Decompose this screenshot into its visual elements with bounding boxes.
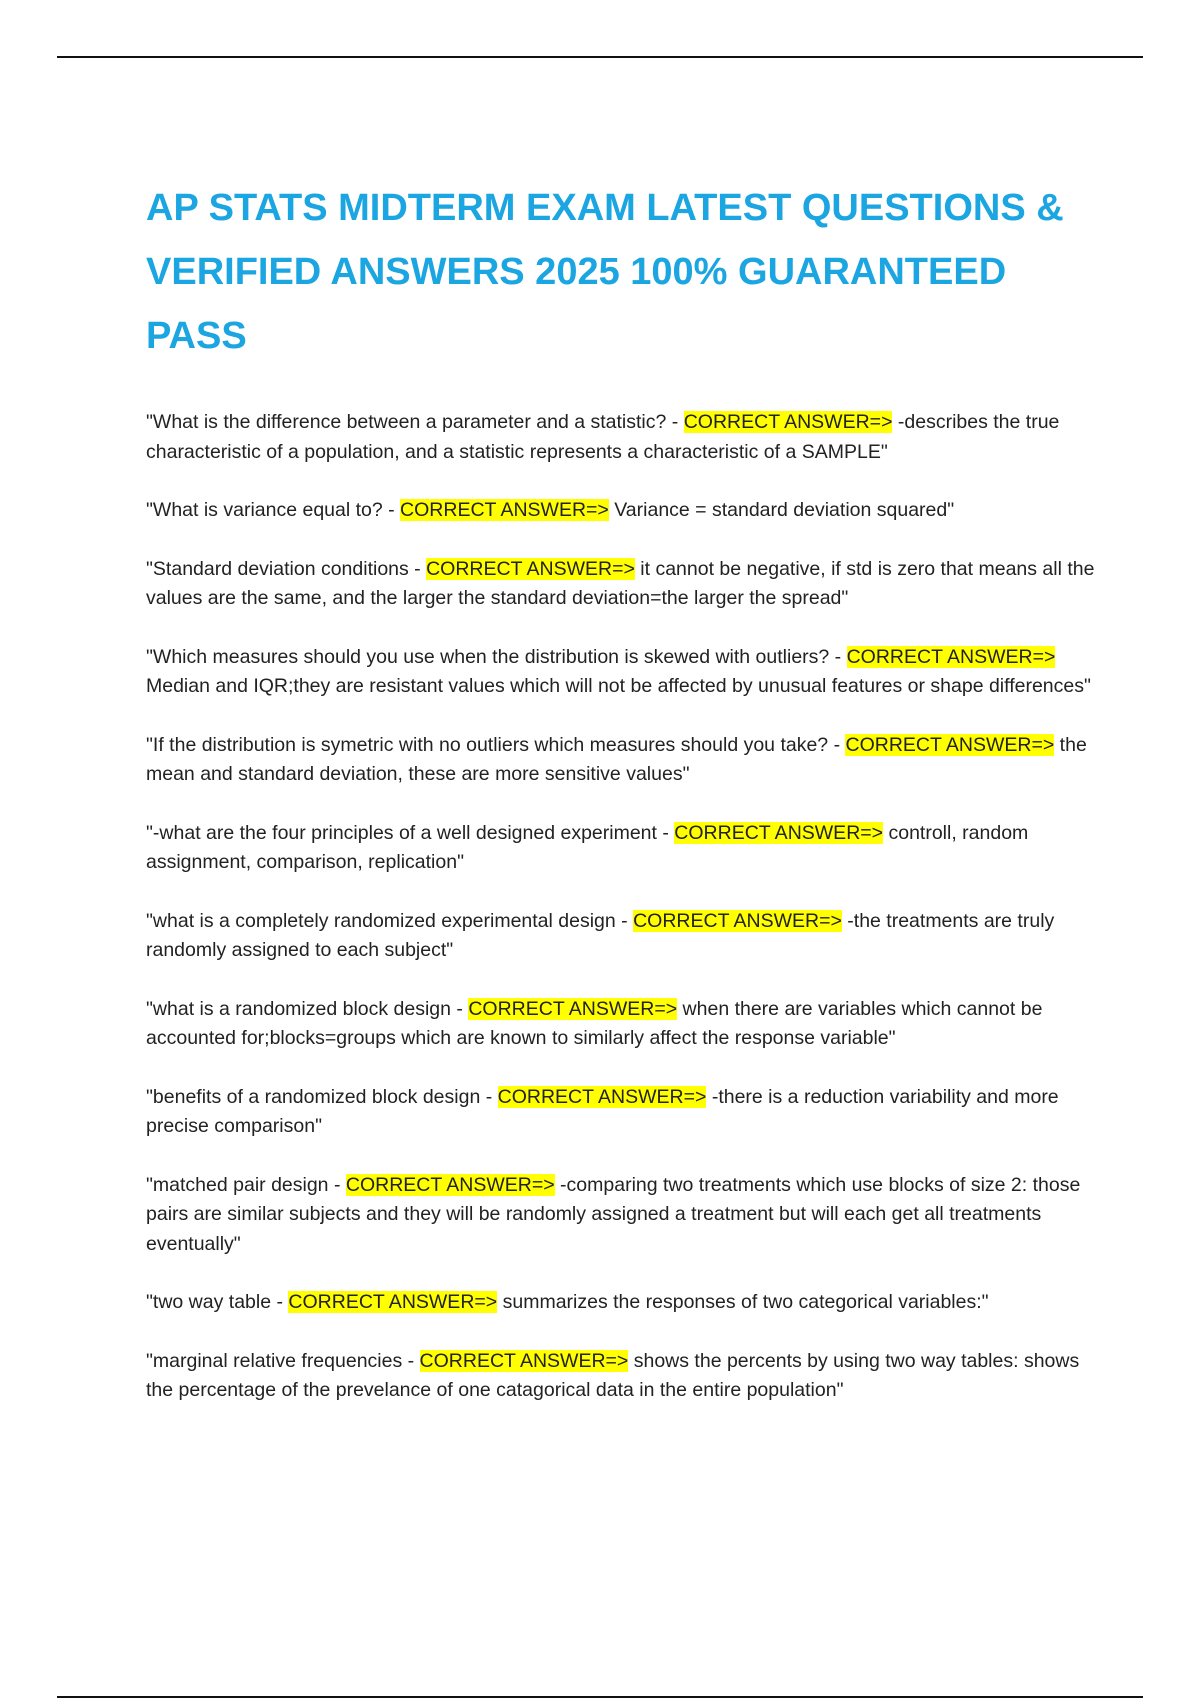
qa-item <box>146 1288 1096 1318</box>
answer-text: when there are variables which cannot be accounted for;blocks=groups which are known to similarly affect the response variable" <box>146 997 1043 1049</box>
qa-item <box>146 819 1096 878</box>
question-text: "marginal relative frequencies - <box>146 1349 420 1372</box>
answer-marker: CORRECT ANSWER=> <box>633 909 842 932</box>
question-text: "What is the difference between a parameter and a statistic? - <box>146 411 684 433</box>
answer-marker: CORRECT ANSWER=> <box>400 499 609 521</box>
answer-text: Variance = standard deviation squared" <box>608 499 955 521</box>
answer-text: -describes the true characteristic of a population, and a statistic represents a characteristic of a SAMPLE" <box>146 411 1060 463</box>
qa-item <box>146 995 1096 1054</box>
answer-marker: CORRECT ANSWER=> <box>288 1291 498 1313</box>
answer-marker: CORRECT ANSWER=> <box>426 557 635 580</box>
answer-marker: CORRECT ANSWER=> <box>845 733 1055 756</box>
qa-item <box>146 1347 1096 1406</box>
qa-item <box>146 408 1096 467</box>
question-text: "If the distribution is symetric with no outliers which measures should you take? - <box>146 733 846 756</box>
header-rule <box>57 56 1143 58</box>
document-title: AP STATS MIDTERM EXAM LATEST QUESTIONS & VERIFIED ANSWERS 2025 100% GUARANTEED PASS <box>146 187 1064 357</box>
answer-marker: CORRECT ANSWER=> <box>345 1173 555 1196</box>
question-text: "Which measures should you use when the distribution is skewed with outliers? - <box>146 645 847 668</box>
question-text: "-what are the four principles of a well designed experiment - <box>146 821 675 844</box>
question-text: "What is variance equal to? - <box>146 499 401 521</box>
qa-item <box>146 643 1096 702</box>
question-text: "what is a completely randomized experimental design - <box>146 909 634 932</box>
question-text: "what is a randomized block design - <box>146 997 469 1020</box>
question-text: "two way table - <box>146 1291 289 1313</box>
qa-item <box>146 1171 1096 1260</box>
answer-text: summarizes the responses of two categorical variables:" <box>497 1291 989 1313</box>
answer-text: the mean and standard deviation, these are more sensitive values" <box>146 733 1087 785</box>
answer-marker: CORRECT ANSWER=> <box>497 1085 707 1108</box>
answer-text: -the treatments are truly randomly assigned to each subject" <box>146 909 1055 961</box>
answer-marker: CORRECT ANSWER=> <box>674 821 884 844</box>
qa-item <box>146 555 1096 614</box>
answer-marker: CORRECT ANSWER=> <box>419 1349 629 1372</box>
answer-text: -comparing two treatments which use blocks of size 2: those pairs are similar subjects and they will be randomly assigned a treatment but will each get all treatments eventually" <box>146 1173 1081 1255</box>
answer-marker: CORRECT ANSWER=> <box>683 411 893 433</box>
qa-item <box>146 496 1096 526</box>
document-body <box>146 176 1096 1435</box>
answer-text: controll, random assignment, comparison, replication" <box>146 821 1029 873</box>
answer-marker: CORRECT ANSWER=> <box>846 645 1056 668</box>
answer-text: shows the percents by using two way tables: shows the percentage of the prevelance of one catagorical data in the entire population" <box>146 1349 1080 1401</box>
answer-text: -there is a reduction variability and more precise comparison" <box>146 1085 1059 1137</box>
qa-item <box>146 731 1096 790</box>
qa-item <box>146 1083 1096 1142</box>
question-text: "matched pair design - <box>146 1173 346 1196</box>
answer-text: it cannot be negative, if std is zero that means all the values are the same, and the larger the standard deviation=the larger the spread" <box>146 557 1095 609</box>
question-text: "Standard deviation conditions - <box>146 557 427 580</box>
answer-marker: CORRECT ANSWER=> <box>468 997 678 1020</box>
footer-rule <box>57 1696 1143 1698</box>
answer-text: Median and IQR;they are resistant values which will not be affected by unusual features or shape differences" <box>146 675 1091 697</box>
qa-item <box>146 907 1096 966</box>
question-text: "benefits of a randomized block design - <box>146 1085 498 1108</box>
